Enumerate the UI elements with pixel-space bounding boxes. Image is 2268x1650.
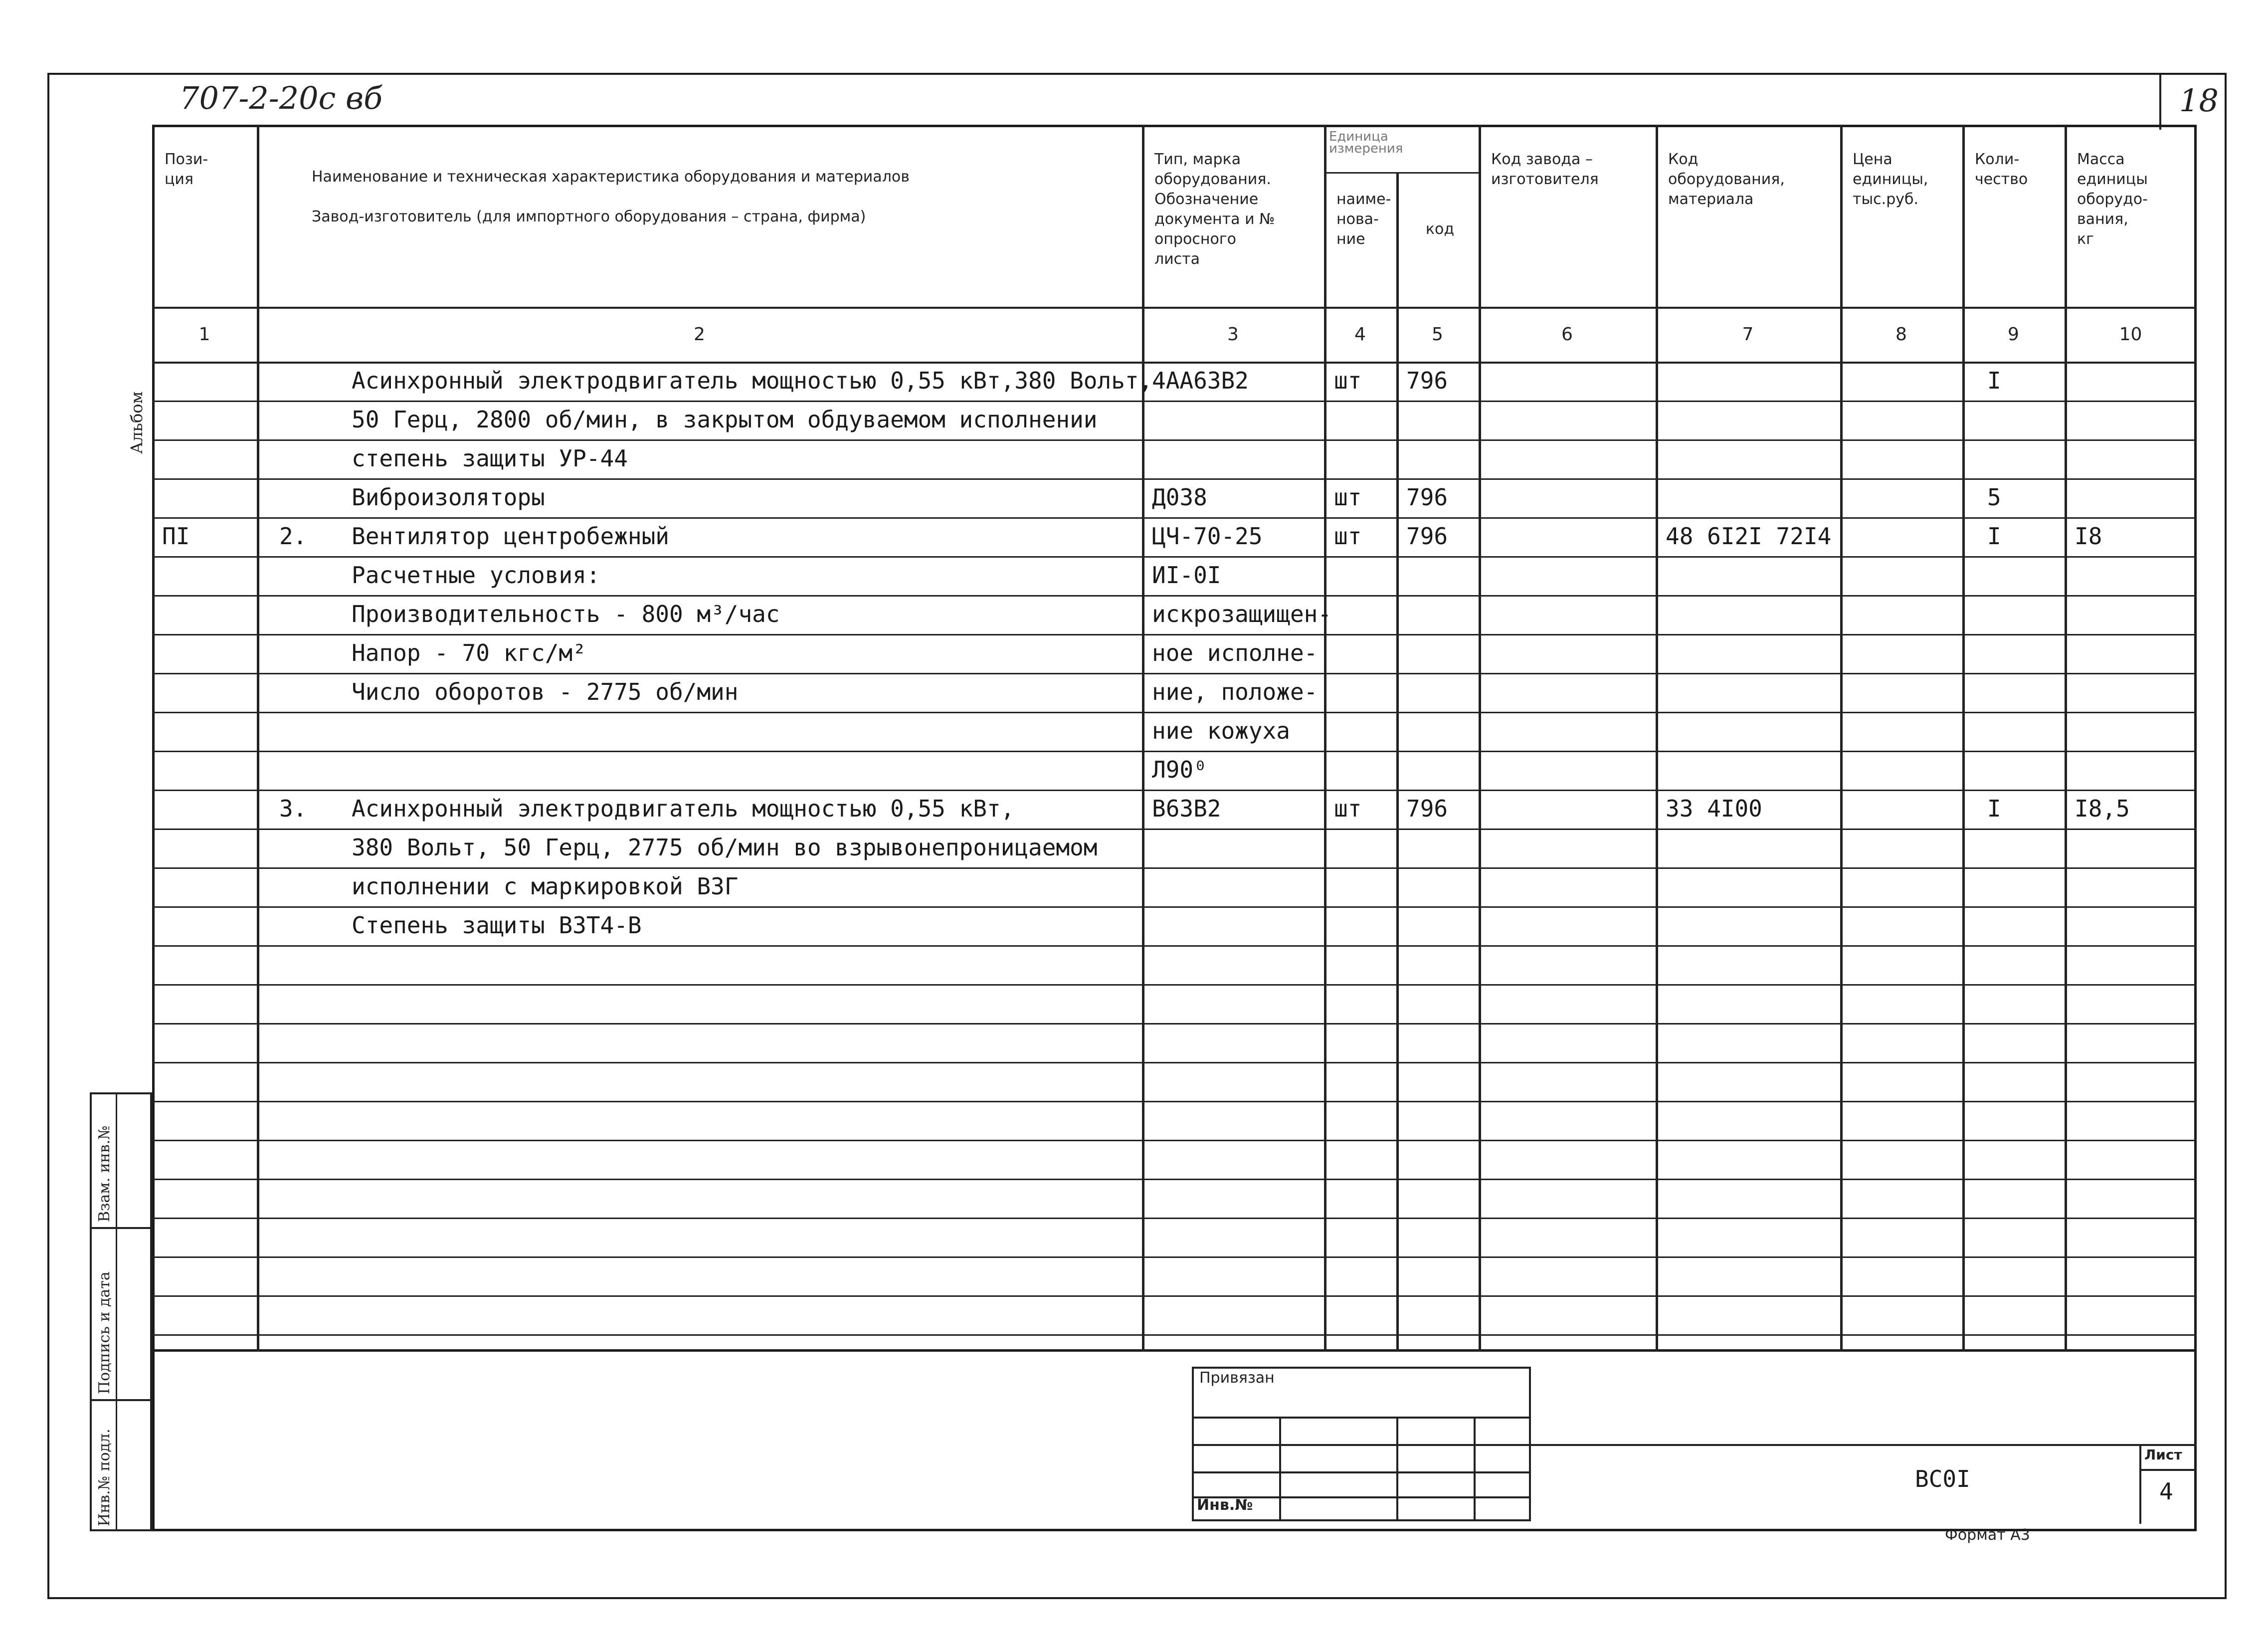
column-number-9: 9 xyxy=(2008,324,2019,345)
cell-name: Напор - 70 кгс/м² xyxy=(352,639,586,666)
column-header-7: Код оборудования, материала xyxy=(1668,151,1785,208)
column-number-3: 3 xyxy=(1227,324,1239,345)
cell-name: 380 Вольт, 50 Герц, 2775 об/мин во взрывонепроницаемом xyxy=(352,834,1098,861)
cell-name: Производительность - 800 м³/час xyxy=(352,601,780,627)
column-header-9: Коли- чество xyxy=(1975,151,2028,188)
cell-mat: 33 4I00 xyxy=(1666,795,1762,822)
cell-unit: шт xyxy=(1334,484,1362,511)
cell-unit: шт xyxy=(1334,795,1362,822)
cell-name: Число оборотов - 2775 об/мин xyxy=(352,678,739,705)
column-divider xyxy=(1142,125,1144,1352)
inv-label: Инв.№ xyxy=(1197,1496,1253,1514)
cell-name: Расчетные условия: xyxy=(352,562,600,589)
column-header-6: Код завода – изготовителя xyxy=(1491,151,1599,188)
cell-name: исполнении с маркировкой ВЗГ xyxy=(352,873,739,900)
cell-type: В63В2 xyxy=(1152,795,1221,822)
sheet-number: 4 xyxy=(2159,1478,2173,1505)
column-number-1: 1 xyxy=(198,324,210,345)
column-number-8: 8 xyxy=(1895,324,1907,345)
column-header-5: код xyxy=(1425,220,1455,238)
cell-code: 796 xyxy=(1406,795,1448,822)
cell-qty: I xyxy=(1987,367,2001,394)
cell-unit: шт xyxy=(1334,523,1362,550)
column-number-5: 5 xyxy=(1432,324,1443,345)
cell-mass: I8 xyxy=(2075,523,2102,550)
cell-code: 796 xyxy=(1406,523,1448,550)
cell-name: Асинхронный электродвигатель мощностью 0,55 кВт,380 Вольт, xyxy=(352,367,1153,394)
doc-code: ВС0I xyxy=(1915,1465,1970,1492)
cell-type: 4АА63В2 xyxy=(1152,367,1249,394)
drawing-code: 707-2-20с вб xyxy=(180,80,382,116)
cell-qty: 5 xyxy=(1987,484,2001,511)
cell-type: ное исполне- xyxy=(1152,639,1318,666)
side-label-album: Альбом xyxy=(127,391,146,454)
cell-name: Степень защиты ВЗТ4-В xyxy=(352,912,642,939)
linked-label: Привязан xyxy=(1199,1369,1275,1387)
side-stamp-inv-orig: Инв.№ подл. xyxy=(96,1429,113,1526)
sheet-label: Лист xyxy=(2144,1446,2182,1463)
cell-item-number: 3. xyxy=(279,795,307,822)
column-divider xyxy=(1656,125,1658,1352)
column-header-10: Масса единицы оборудо- вания, кг xyxy=(2077,151,2148,248)
cell-name: Вентилятор центробежный xyxy=(352,523,669,550)
column-divider xyxy=(1396,172,1399,1352)
column-divider xyxy=(2065,125,2067,1352)
cell-name: степень защиты УР-44 xyxy=(352,445,628,472)
cell-name: Виброизоляторы xyxy=(352,484,545,511)
column-number-4: 4 xyxy=(1354,324,1366,345)
cell-type: Л90⁰ xyxy=(1152,756,1207,783)
side-stamp-sign-date: Подпись и дата xyxy=(96,1271,113,1394)
column-divider xyxy=(1840,125,1843,1352)
cell-item-number: 2. xyxy=(279,523,307,550)
column-divider xyxy=(1962,125,1965,1352)
cell-type: искрозащищен- xyxy=(1152,601,1332,627)
cell-mat: 48 6I2I 72I4 xyxy=(1666,523,1832,550)
cell-type: ние кожуха xyxy=(1152,717,1290,744)
column-number-2: 2 xyxy=(694,324,705,345)
side-stamp-replace-inv: Взам. инв.№ xyxy=(96,1125,113,1222)
cell-qty: I xyxy=(1987,795,2001,822)
cell-code: 796 xyxy=(1406,484,1448,511)
cell-type: ние, положе- xyxy=(1152,678,1318,705)
cell-type: ИI-0I xyxy=(1152,562,1221,589)
column-number-7: 7 xyxy=(1742,324,1754,345)
column-header-4: наиме- нова- ние xyxy=(1336,191,1391,248)
unit-group-header: Единица измерения xyxy=(1329,129,1403,156)
cell-qty: I xyxy=(1987,523,2001,550)
cell-mass: I8,5 xyxy=(2075,795,2130,822)
cell-pos: ПI xyxy=(162,523,190,550)
format-label: Формат А3 xyxy=(1945,1526,2030,1544)
column-header-2: Наименование и техническая характеристика оборудования и материалов Завод-изготовитель (для импортного оборудования – страна, фирма) xyxy=(312,168,910,225)
column-divider xyxy=(257,125,259,1352)
cell-type: Д038 xyxy=(1152,484,1207,511)
column-divider xyxy=(1324,125,1326,1352)
column-number-6: 6 xyxy=(1561,324,1573,345)
cell-unit: шт xyxy=(1334,367,1362,394)
cell-name: 50 Герц, 2800 об/мин, в закрытом обдуваемом исполнении xyxy=(352,406,1098,433)
column-header-1: Пози- ция xyxy=(165,151,208,188)
column-header-8: Цена единицы, тыс.руб. xyxy=(1853,151,1928,208)
cell-type: ЦЧ-70-25 xyxy=(1152,523,1263,550)
column-divider xyxy=(1479,125,1481,1352)
column-number-10: 10 xyxy=(2119,324,2142,345)
bottom-stamp xyxy=(152,1352,2197,1531)
column-header-3: Тип, марка оборудования. Обозначение документа и № опросного листа xyxy=(1154,151,1275,268)
cell-name: Асинхронный электродвигатель мощностью 0,55 кВт, xyxy=(352,795,1015,822)
page-number: 18 xyxy=(2179,82,2219,119)
cell-code: 796 xyxy=(1406,367,1448,394)
